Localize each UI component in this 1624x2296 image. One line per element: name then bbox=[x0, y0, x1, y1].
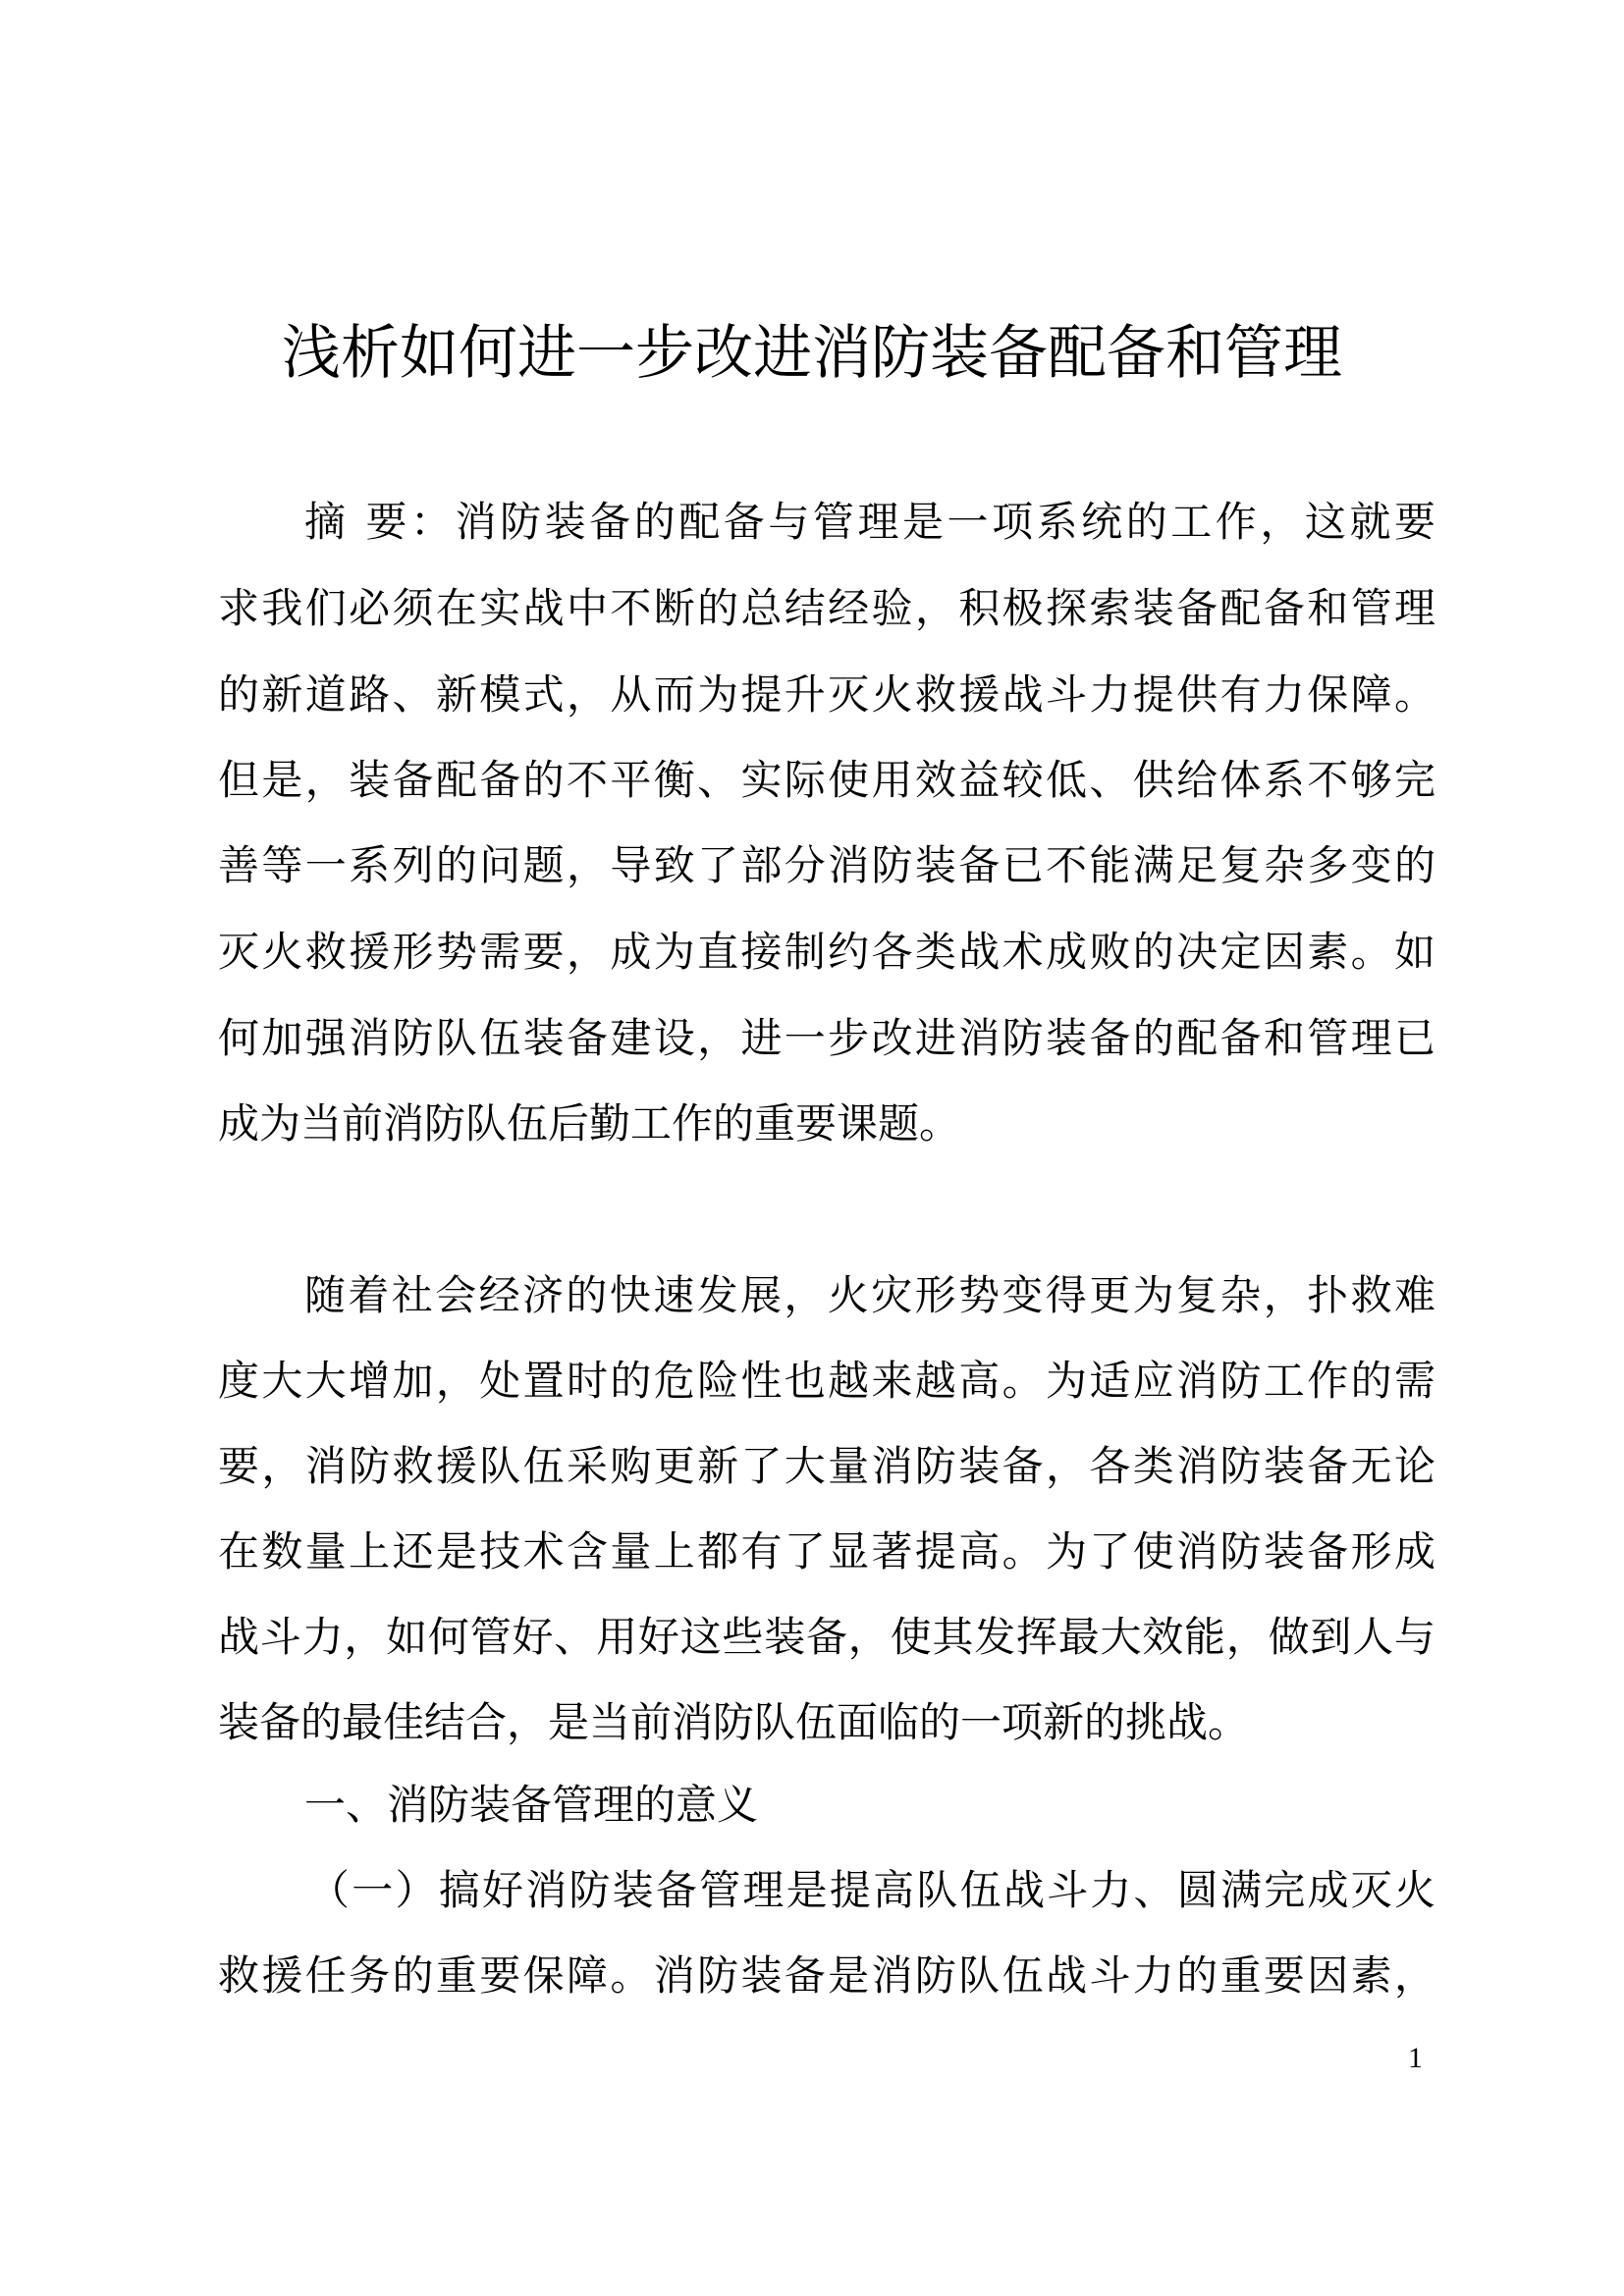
abstract-line: 摘 要：消防装备的配备与管理是一项系统的工作，这就要 bbox=[304, 498, 1435, 546]
section-heading: 一、消防装备管理的意义 bbox=[304, 1781, 759, 1829]
abstract-line: 善等一系列的问题，导致了部分消防装备已不能满足复杂多变的 bbox=[218, 841, 1435, 889]
body-line: 救援任务的重要保障。消防装备是消防队伍战斗力的重要因素， bbox=[218, 1951, 1435, 2000]
page-number: 1 bbox=[1408, 2042, 1423, 2074]
body-line: 装备的最佳结合，是当前消防队伍面临的一项新的挑战。 bbox=[218, 1698, 1250, 1746]
abstract-line: 何加强消防队伍装备建设，进一步改进消防装备的配备和管理已 bbox=[218, 1014, 1435, 1062]
abstract-line: 但是，装备配备的不平衡、实际使用效益较低、供给体系不够完 bbox=[218, 756, 1435, 804]
body-line: 在数量上还是技术含量上都有了显著提高。为了使消防装备形成 bbox=[218, 1527, 1435, 1575]
abstract-line: 成为当前消防队伍后勤工作的重要课题。 bbox=[218, 1099, 961, 1148]
document-title: 浅析如何进一步改进消防装备配备和管理 bbox=[282, 319, 1342, 388]
abstract-line: 的新道路、新模式，从而为提升灭火救援战斗力提供有力保障。 bbox=[218, 670, 1435, 719]
abstract-line: 求我们必须在实战中不断的总结经验，积极探索装备配备和管理 bbox=[218, 584, 1435, 632]
body-line: （一）搞好消防装备管理是提高队伍战斗力、圆满完成灭火 bbox=[308, 1866, 1435, 1914]
body-line: 战斗力，如何管好、用好这些装备，使其发挥最大效能，做到人与 bbox=[218, 1613, 1435, 1661]
body-line: 要，消防救援队伍采购更新了大量消防装备，各类消防装备无论 bbox=[218, 1442, 1435, 1490]
body-line: 随着社会经济的快速发展，火灾形势变得更为复杂，扑救难 bbox=[304, 1271, 1435, 1319]
abstract-line: 灭火救援形势需要，成为直接制约各类战术成败的决定因素。如 bbox=[218, 928, 1435, 976]
body-line: 度大大增加，处置时的危险性也越来越高。为适应消防工作的需 bbox=[218, 1357, 1435, 1405]
